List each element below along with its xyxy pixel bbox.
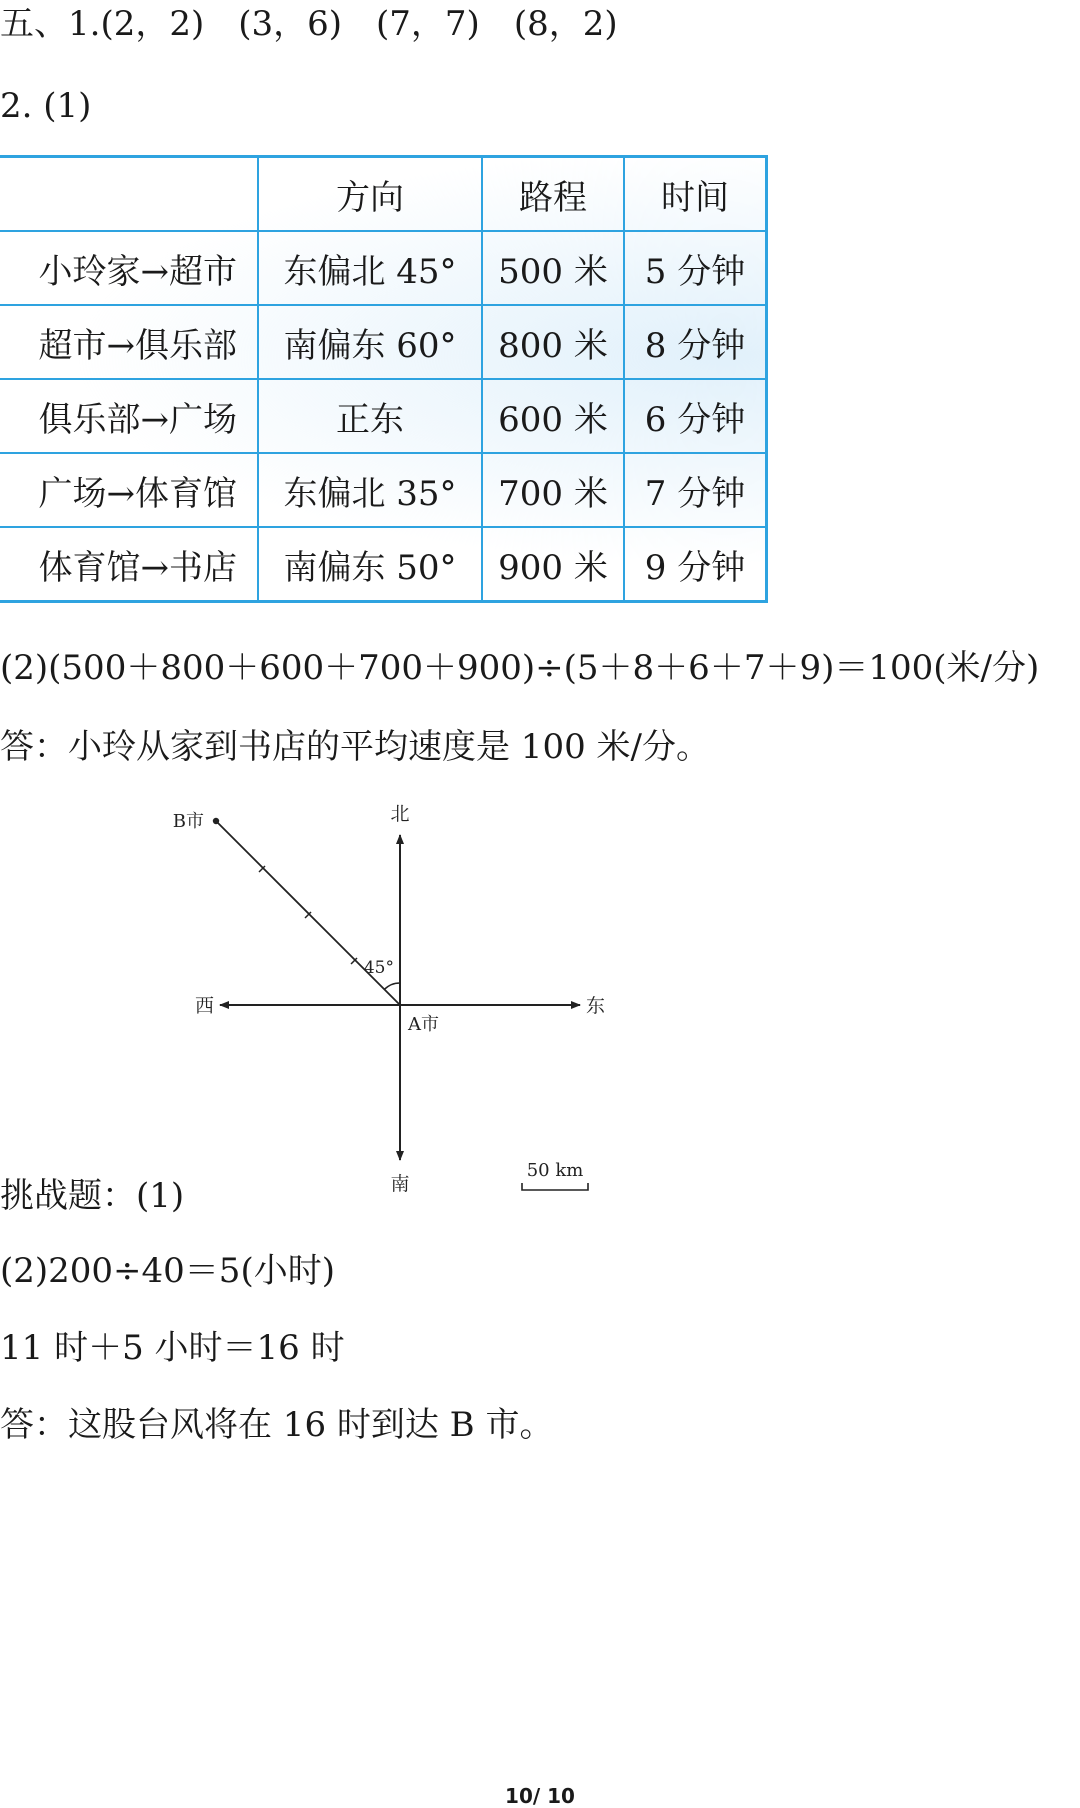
- table-row: [0, 231, 767, 305]
- table-cell: 体育馆→书店: [0, 527, 258, 602]
- table-cell: 超市→俱乐部: [0, 305, 258, 379]
- challenge-line-3: 11 时＋5 小时＝16 时: [0, 1328, 345, 1368]
- challenge-heading: 挑战题：(1): [0, 1176, 185, 1216]
- table-cell: 500 米: [482, 231, 624, 305]
- east-label: 东: [586, 995, 606, 1017]
- table-cell: 600 米: [482, 379, 624, 453]
- route-table: [0, 155, 768, 603]
- point-a-label: A市: [408, 1014, 439, 1035]
- challenge-answer: 答：这股台风将在 16 时到达 B 市。: [0, 1405, 554, 1445]
- table-cell: 东偏北 35°: [258, 453, 482, 527]
- table-cell: 8 分钟: [624, 305, 767, 379]
- north-label: 北: [390, 803, 410, 825]
- challenge-line-2: (2)200÷40＝5(小时): [0, 1251, 335, 1291]
- table-header-cell: [0, 157, 258, 232]
- table-row: [0, 527, 767, 602]
- scale-bar: [522, 1183, 588, 1190]
- point-b-dot: [213, 818, 219, 824]
- answer-line-5-1: 五、1.(2，2) (3，6) (7，7) (8，2): [0, 4, 618, 44]
- page-number: 10/ 10: [505, 1784, 575, 1808]
- table-cell: 小玲家→超市: [0, 231, 258, 305]
- angle-label: 45°: [363, 958, 394, 978]
- table-header-cell: 方向: [258, 157, 482, 232]
- table-cell: 900 米: [482, 527, 624, 602]
- table-header-cell: 路程: [482, 157, 624, 232]
- scale-label: 50 km: [526, 1160, 584, 1181]
- table-cell: 东偏北 45°: [258, 231, 482, 305]
- table-row: [0, 453, 767, 527]
- answer-line-2-1: 2. (1): [0, 86, 92, 126]
- table-cell: 正东: [258, 379, 482, 453]
- table-cell: 7 分钟: [624, 453, 767, 527]
- table-cell: 9 分钟: [624, 527, 767, 602]
- answer-sentence-speed: 答：小玲从家到书店的平均速度是 100 米/分。: [0, 727, 710, 767]
- table-cell: 700 米: [482, 453, 624, 527]
- south-label: 南: [390, 1173, 410, 1195]
- table-cell: 800 米: [482, 305, 624, 379]
- answer-line-2-2: (2)(500＋800＋600＋700＋900)÷(5＋8＋6＋7＋9)＝100(米/分): [0, 648, 1040, 688]
- table-row: [0, 305, 767, 379]
- table-row: [0, 379, 767, 453]
- table-cell: 5 分钟: [624, 231, 767, 305]
- west-label: 西: [194, 995, 214, 1017]
- table-cell: 广场→体育馆: [0, 453, 258, 527]
- point-b-label: B市: [172, 811, 204, 832]
- table-cell: 俱乐部→广场: [0, 379, 258, 453]
- table-cell: 南偏东 50°: [258, 527, 482, 602]
- table-header-row: [0, 157, 767, 232]
- table-header-cell: 时间: [624, 157, 767, 232]
- angle-arc: [384, 983, 400, 989]
- compass-diagram: [160, 790, 620, 1200]
- table-cell: 6 分钟: [624, 379, 767, 453]
- table-cell: 南偏东 60°: [258, 305, 482, 379]
